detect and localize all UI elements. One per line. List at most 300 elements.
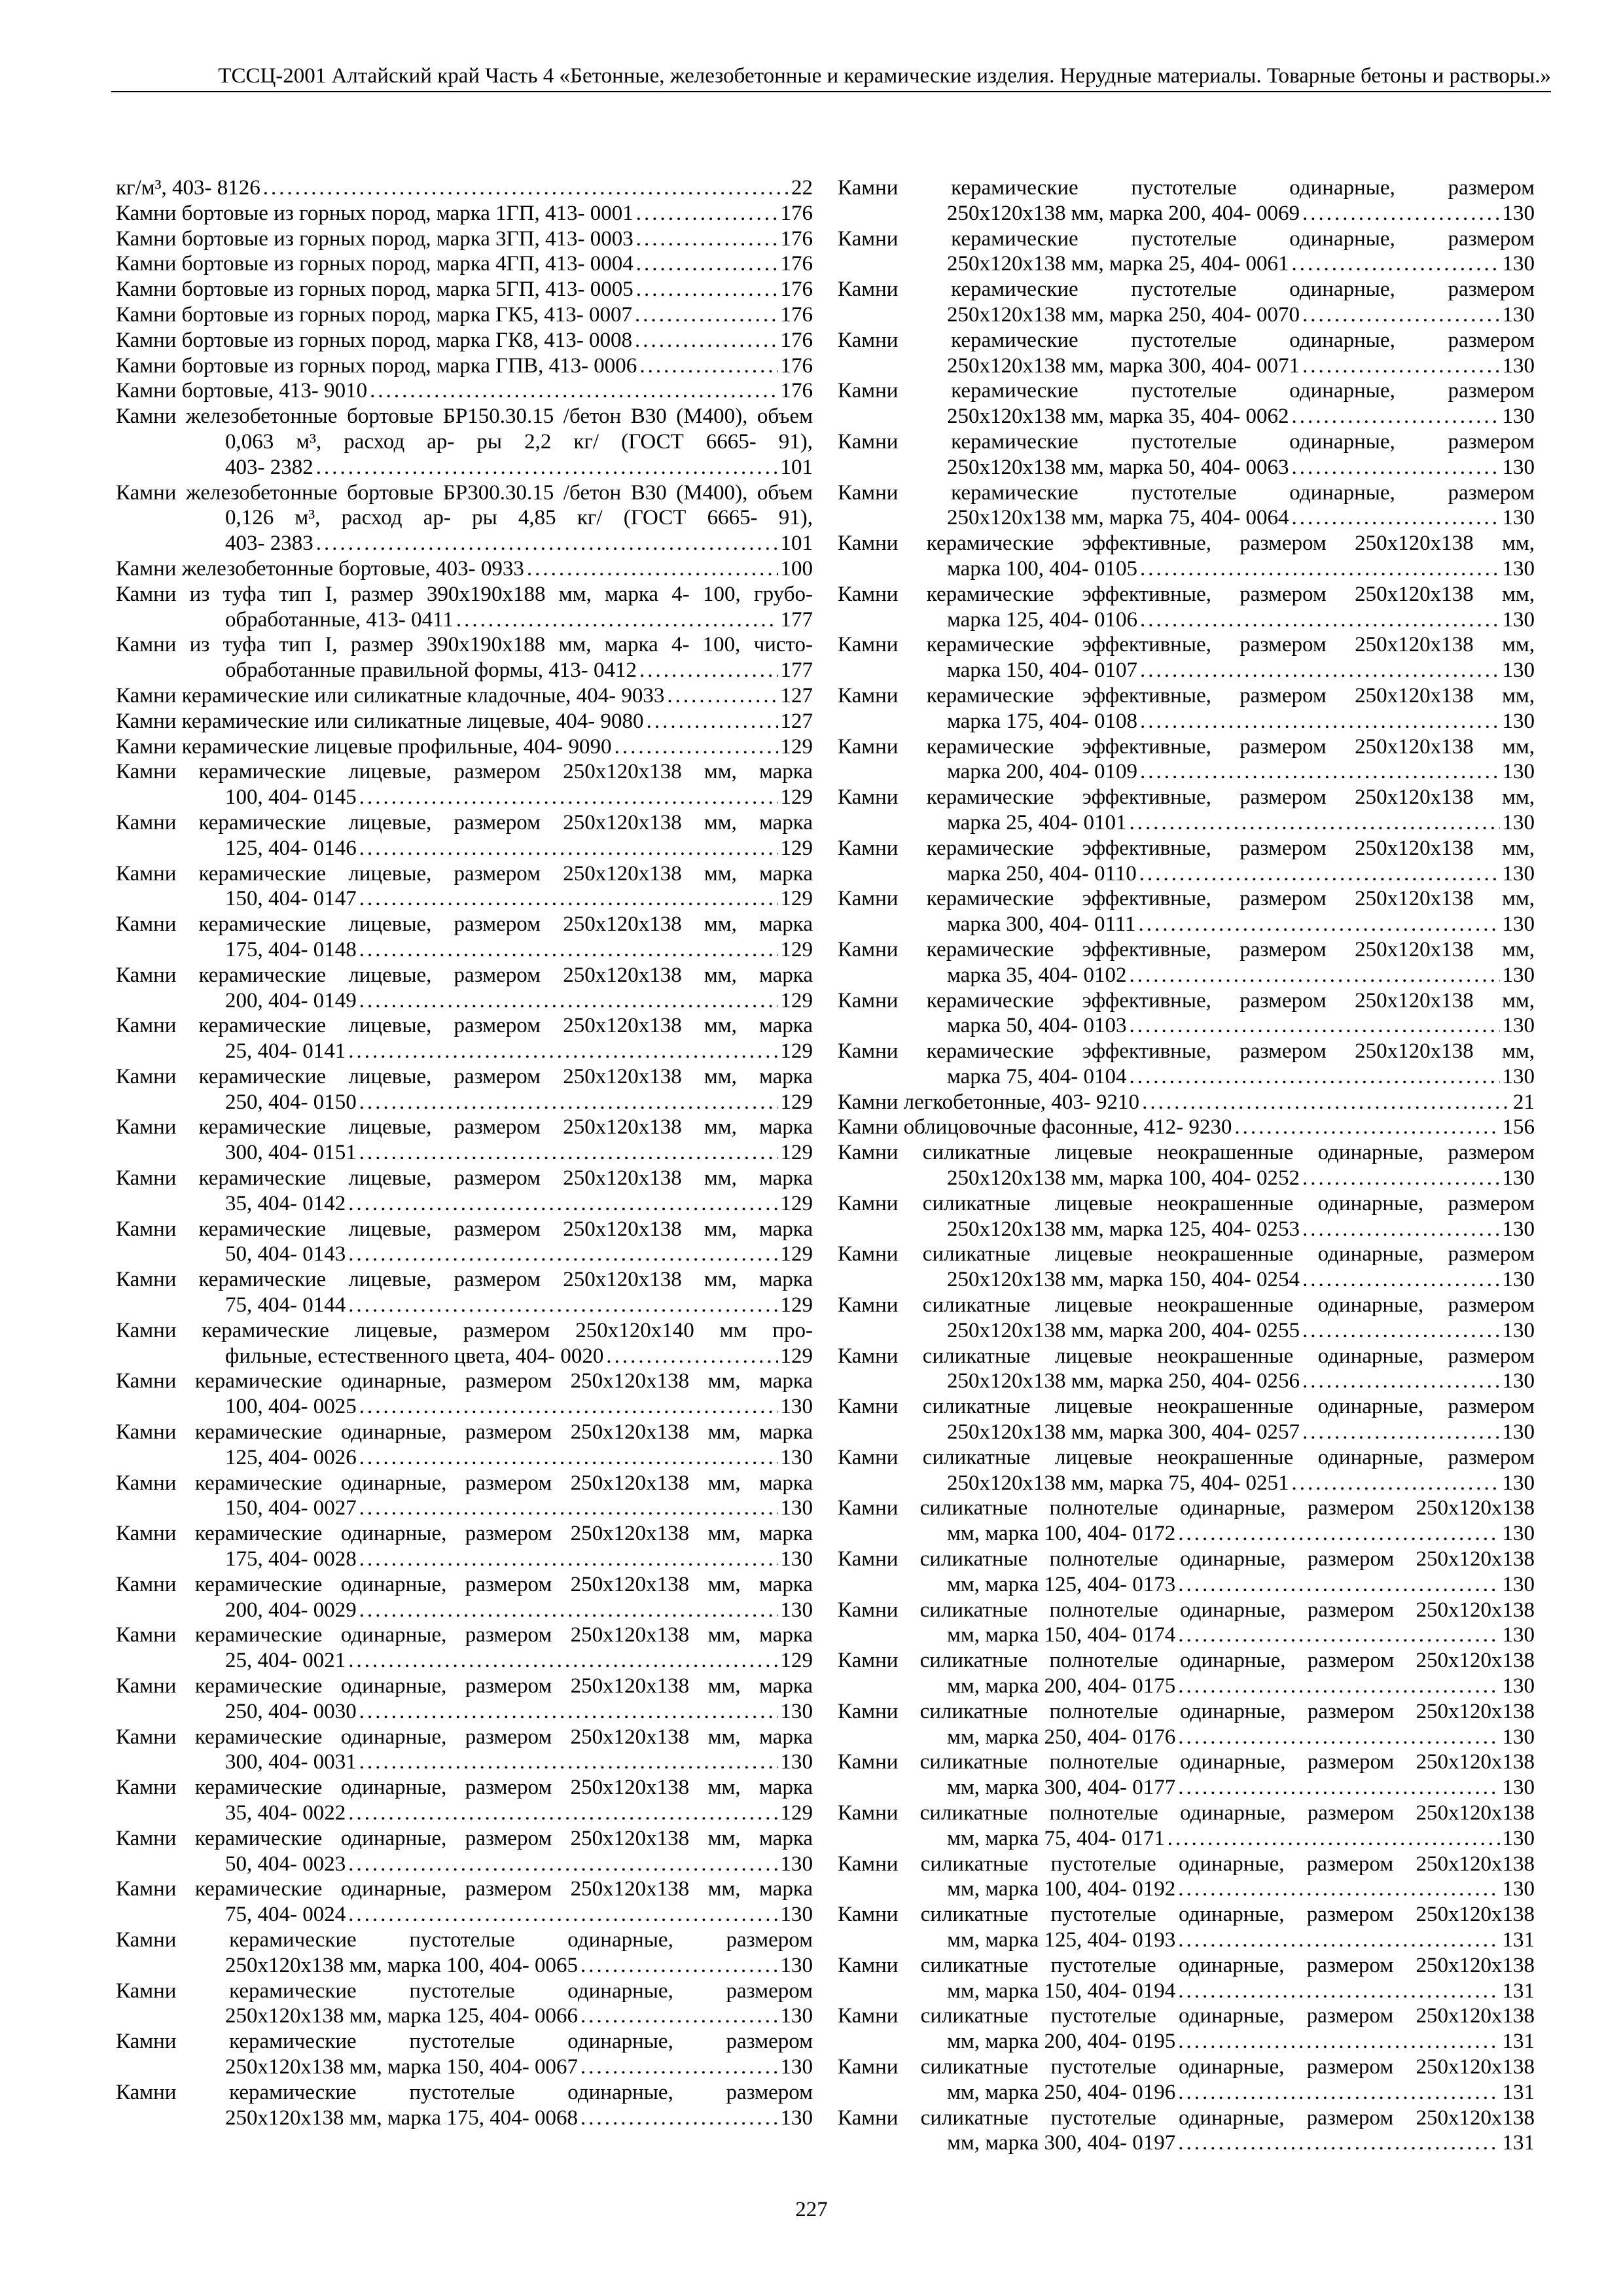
entry-last-line xyxy=(116,1039,813,1064)
entry-text: мм, марка 125, 404- 0173 xyxy=(947,1572,1176,1596)
entry-text: Камни бортовые из горных пород, марка 4ГП, 413- 0004 xyxy=(116,252,633,276)
entry-page-number: 127 xyxy=(780,709,813,733)
index-entry xyxy=(838,2106,1535,2157)
entry-text-line: Камни силикатные лицевые неокрашенные одинарные, размером xyxy=(838,1293,1535,1318)
entry-last-line xyxy=(116,175,813,201)
dot-leader xyxy=(348,1902,777,1928)
entry-text: 403- 2383 xyxy=(225,531,313,556)
dot-leader xyxy=(263,175,789,201)
entry-page-number: 130 xyxy=(1502,810,1535,834)
entry-page-number: 130 xyxy=(1502,353,1535,378)
entry-text: 75, 404- 0024 xyxy=(225,1903,346,1927)
dot-leader xyxy=(456,607,778,633)
entry-last-line xyxy=(838,1090,1535,1115)
dot-leader xyxy=(359,1090,778,1115)
dot-leader xyxy=(1292,251,1500,277)
entry-last-line xyxy=(838,1369,1535,1394)
index-entry xyxy=(838,175,1535,226)
index-entry xyxy=(838,1749,1535,1801)
index-column-right xyxy=(838,175,1535,2156)
dot-leader xyxy=(370,378,777,404)
entry-page-number: 101 xyxy=(780,455,813,479)
dot-leader xyxy=(1292,1471,1500,1496)
dot-leader xyxy=(1139,861,1500,887)
entry-last-line xyxy=(838,1521,1535,1547)
entry-page-number: 22 xyxy=(791,176,813,200)
entry-text-line: Камни керамические эффективные, размером 250x120x138 мм, xyxy=(838,633,1535,657)
entry-text: 200, 404- 0149 xyxy=(225,988,357,1013)
index-entry xyxy=(116,912,813,963)
entry-last-line xyxy=(116,1344,813,1369)
dot-leader xyxy=(316,455,778,480)
entry-page-number: 129 xyxy=(780,1141,813,1165)
entry-text-line: Камни силикатные пустотелые одинарные, размером 250x120x138 xyxy=(838,1953,1535,1977)
entry-page-number: 176 xyxy=(780,252,813,276)
entry-text-line: Камни керамические лицевые, размером 250x120x138 мм, марка xyxy=(116,1115,813,1139)
index-entry xyxy=(116,226,813,252)
index-entry xyxy=(116,556,813,582)
entry-text: Камни облицовочные фасонные, 412- 9230 xyxy=(838,1115,1232,1139)
entry-text: Камни керамические лицевые профильные, 404- 9090 xyxy=(116,734,612,759)
index-entry xyxy=(838,988,1535,1039)
entry-page-number: 129 xyxy=(780,937,813,961)
header-title: ТССЦ-2001 Алтайский край Часть 4 «Бетонные, железобетонные и керамические изделия. Нерудные материалы. Товарные бетоны и растворы.» xyxy=(218,64,1551,88)
index-entry xyxy=(116,201,813,226)
dot-leader xyxy=(1129,963,1499,988)
entry-page-number: 130 xyxy=(780,1953,813,1977)
entry-text-line: Камни керамические одинарные, размером 250x120x138 мм, марка xyxy=(116,1420,813,1444)
entry-last-line xyxy=(116,1293,813,1318)
entry-text: Камни бортовые из горных пород, марка 1ГП, 413- 0001 xyxy=(116,201,633,225)
entry-text-line: Камни керамические одинарные, размером 250x120x138 мм, марка xyxy=(116,1725,813,1749)
entry-text-line: Камни керамические пустотелые одинарные, размером xyxy=(838,176,1535,200)
entry-last-line xyxy=(838,455,1535,480)
entry-text-line: Камни силикатные лицевые неокрашенные одинарные, размером xyxy=(838,1191,1535,1215)
entry-text: марка 125, 404- 0106 xyxy=(947,607,1137,632)
index-entry xyxy=(116,963,813,1014)
dot-leader xyxy=(359,1598,778,1623)
entry-last-line xyxy=(116,353,813,379)
entry-text: 250x120x138 мм, марка 300, 404- 0257 xyxy=(947,1420,1300,1444)
entry-last-line xyxy=(116,1852,813,1877)
entry-page-number: 130 xyxy=(780,1699,813,1723)
entry-text: марка 150, 404- 0107 xyxy=(947,658,1137,683)
entry-text-line: Камни силикатные пустотелые одинарные, размером 250x120x138 xyxy=(838,1903,1535,1927)
entry-text: 250x120x138 мм, марка 100, 404- 0252 xyxy=(947,1166,1300,1191)
entry-text-line: Камни керамические эффективные, размером 250x120x138 мм, xyxy=(838,582,1535,606)
entry-last-line xyxy=(116,1598,813,1623)
entry-text: 100, 404- 0145 xyxy=(225,785,357,810)
entry-text-line: Камни силикатные полнотелые одинарные, размером 250x120x138 xyxy=(838,1750,1535,1774)
entry-last-line xyxy=(116,607,813,633)
entry-text: марка 50, 404- 0103 xyxy=(947,1014,1127,1038)
entry-last-line xyxy=(116,226,813,252)
entry-last-line xyxy=(838,505,1535,531)
entry-page-number: 130 xyxy=(1502,1674,1535,1698)
dot-leader xyxy=(1292,455,1500,480)
entry-last-line xyxy=(116,988,813,1014)
entry-text: мм, марка 125, 404- 0193 xyxy=(947,1928,1176,1952)
dot-leader xyxy=(1178,2080,1499,2106)
entry-text: Камни бортовые из горных пород, марка ГК5, 413- 0007 xyxy=(116,302,632,327)
entry-last-line xyxy=(838,1725,1535,1750)
entry-text: 250x120x138 мм, марка 35, 404- 0062 xyxy=(947,404,1289,429)
entry-text-line: Камни керамические одинарные, размером 250x120x138 мм, марка xyxy=(116,1369,813,1393)
entry-page-number: 130 xyxy=(1502,1217,1535,1241)
entry-text-line: Камни из туфа тип I, размер 390x190x188 мм, марка 4- 100, грубо- xyxy=(116,582,813,606)
entry-text: Камни железобетонные бортовые, 403- 0933 xyxy=(116,556,524,581)
entry-page-number: 130 xyxy=(780,1445,813,1469)
entry-text-line: Камни керамические лицевые, размером 250x120x138 мм, марка xyxy=(116,1064,813,1088)
dot-leader xyxy=(580,2106,778,2131)
entry-page-number: 130 xyxy=(1502,1318,1535,1342)
entry-text: мм, марка 200, 404- 0175 xyxy=(947,1674,1176,1698)
entry-text-line: Камни керамические одинарные, размером 250x120x138 мм, марка xyxy=(116,1572,813,1596)
dot-leader xyxy=(639,658,778,683)
entry-last-line xyxy=(838,1267,1535,1293)
index-entry xyxy=(838,734,1535,785)
entry-text-line: Камни керамические одинарные, размером 250x120x138 мм, марка xyxy=(116,1674,813,1698)
entry-page-number: 176 xyxy=(780,201,813,225)
dot-leader xyxy=(636,251,778,277)
entry-page-number: 130 xyxy=(780,1852,813,1876)
entry-page-number: 131 xyxy=(1502,2131,1535,2155)
entry-text-line: Камни керамические эффективные, размером 250x120x138 мм, xyxy=(838,988,1535,1013)
entry-page-number: 176 xyxy=(780,278,813,302)
index-entry xyxy=(116,2029,813,2080)
dot-leader xyxy=(527,556,778,582)
entry-page-number: 156 xyxy=(1502,1115,1535,1139)
dot-leader xyxy=(348,1293,777,1318)
dot-leader xyxy=(1129,1013,1499,1039)
entry-text: 175, 404- 0028 xyxy=(225,1547,357,1571)
entry-text-line: Камни из туфа тип I, размер 390x190x188 мм, марка 4- 100, чисто- xyxy=(116,633,813,657)
entry-last-line xyxy=(838,1928,1535,1953)
entry-text: мм, марка 250, 404- 0176 xyxy=(947,1725,1176,1749)
entry-text-line: Камни керамические эффективные, размером 250x120x138 мм, xyxy=(838,836,1535,860)
index-entry xyxy=(116,1166,813,1217)
dot-leader xyxy=(636,277,778,302)
dot-leader xyxy=(1178,1928,1499,1953)
dot-leader xyxy=(615,734,778,760)
entry-text: марка 250, 404- 0110 xyxy=(947,861,1137,886)
entry-last-line xyxy=(116,1953,813,1979)
index-entry xyxy=(838,1191,1535,1242)
entry-page-number: 130 xyxy=(1502,1420,1535,1444)
entry-last-line xyxy=(116,937,813,963)
page-number: 227 xyxy=(795,2198,828,2221)
index-entry xyxy=(838,2054,1535,2106)
entry-text: Камни керамические или силикатные лицевые, 404- 9080 xyxy=(116,709,644,733)
index-entry xyxy=(116,353,813,379)
index-entry xyxy=(838,1344,1535,1395)
entry-text: марка 200, 404- 0109 xyxy=(947,760,1137,784)
entry-last-line xyxy=(116,1496,813,1521)
entry-page-number: 130 xyxy=(1502,1064,1535,1088)
entry-page-number: 129 xyxy=(780,988,813,1013)
entry-page-number: 130 xyxy=(780,1598,813,1622)
entry-text: 403- 2382 xyxy=(225,455,313,479)
dot-leader xyxy=(1302,1318,1500,1344)
entry-text: 250x120x138 мм, марка 25, 404- 0061 xyxy=(947,252,1289,276)
dot-leader xyxy=(359,1496,778,1521)
dot-leader xyxy=(348,1648,777,1674)
entry-text: мм, марка 300, 404- 0177 xyxy=(947,1776,1176,1800)
entry-last-line xyxy=(116,251,813,277)
index-entry xyxy=(116,328,813,353)
entry-text: 300, 404- 0031 xyxy=(225,1750,357,1774)
entry-page-number: 127 xyxy=(780,683,813,708)
dot-leader xyxy=(1142,1090,1510,1115)
index-entry xyxy=(838,582,1535,633)
entry-text: 250x120x138 мм, марка 75, 404- 0251 xyxy=(947,1471,1289,1495)
running-header xyxy=(111,62,1551,92)
entry-last-line xyxy=(838,353,1535,379)
dot-leader xyxy=(1178,1876,1499,1902)
index-entry xyxy=(838,1394,1535,1445)
entry-page-number: 130 xyxy=(1502,1623,1535,1647)
entry-last-line xyxy=(838,556,1535,582)
dot-leader xyxy=(348,1801,777,1826)
entry-text-line: Камни керамические одинарные, размером 250x120x138 мм, марка xyxy=(116,1522,813,1546)
entry-last-line xyxy=(116,302,813,328)
entry-last-line xyxy=(838,1979,1535,2004)
entry-page-number: 130 xyxy=(1502,556,1535,581)
entry-page-number: 129 xyxy=(780,1039,813,1064)
entry-page-number: 130 xyxy=(1502,658,1535,683)
dot-leader xyxy=(580,2054,778,2080)
entry-last-line xyxy=(838,251,1535,277)
entry-text-line: Камни силикатные полнотелые одинарные, размером 250x120x138 xyxy=(838,1547,1535,1571)
dot-leader xyxy=(359,1140,778,1166)
index-entry xyxy=(116,582,813,633)
entry-page-number: 130 xyxy=(1502,1725,1535,1749)
index-entry xyxy=(838,1140,1535,1191)
index-entry xyxy=(838,378,1535,429)
index-entry xyxy=(838,1090,1535,1115)
entry-page-number: 130 xyxy=(1502,861,1535,886)
entry-text: 250x120x138 мм, марка 250, 404- 0256 xyxy=(947,1369,1300,1393)
entry-last-line xyxy=(838,2029,1535,2054)
entry-text-line: Камни керамические одинарные, размером 250x120x138 мм, марка xyxy=(116,1877,813,1901)
entry-page-number: 176 xyxy=(780,328,813,352)
index-entry xyxy=(116,1674,813,1725)
entry-page-number: 130 xyxy=(1502,1166,1535,1191)
dot-leader xyxy=(1302,302,1500,328)
index-entry xyxy=(116,1115,813,1166)
index-entry xyxy=(838,1902,1535,1953)
entry-last-line xyxy=(838,2080,1535,2106)
dot-leader xyxy=(359,1699,778,1725)
dot-leader xyxy=(1178,1725,1499,1750)
dot-leader xyxy=(359,937,778,963)
entry-page-number: 130 xyxy=(1502,506,1535,530)
dot-leader xyxy=(1292,404,1500,429)
dot-leader xyxy=(1140,607,1500,633)
index-entry xyxy=(116,1623,813,1674)
index-entry xyxy=(116,632,813,683)
entry-page-number: 130 xyxy=(1502,709,1535,733)
entry-page-number: 176 xyxy=(780,379,813,403)
dot-leader xyxy=(1140,709,1500,734)
index-entry xyxy=(838,1598,1535,1649)
entry-text: мм, марка 250, 404- 0196 xyxy=(947,2080,1176,2104)
entry-text-line: Камни силикатные полнотелые одинарные, размером 250x120x138 xyxy=(838,1598,1535,1622)
entry-page-number: 129 xyxy=(780,836,813,860)
entry-text: Камни керамические или силикатные кладочные, 404- 9033 xyxy=(116,683,665,708)
entry-last-line xyxy=(838,1572,1535,1598)
entry-last-line xyxy=(116,1648,813,1674)
entry-last-line xyxy=(838,1217,1535,1242)
entry-text: 250x120x138 мм, марка 150, 404- 0067 xyxy=(225,2054,578,2079)
entry-page-number: 131 xyxy=(1502,2080,1535,2104)
entry-text-line: Камни керамические пустотелые одинарные, размером xyxy=(838,278,1535,302)
dot-leader xyxy=(1302,1166,1500,1191)
index-entry xyxy=(838,937,1535,988)
entry-text: 250x120x138 мм, марка 175, 404- 0068 xyxy=(225,2106,578,2130)
entry-last-line xyxy=(838,759,1535,785)
entry-text: 250x120x138 мм, марка 200, 404- 0069 xyxy=(947,201,1300,225)
entry-text: мм, марка 150, 404- 0194 xyxy=(947,1979,1176,2003)
dot-leader xyxy=(606,1344,777,1369)
entry-text-line: Камни керамические пустотелые одинарные, размером xyxy=(116,2080,813,2104)
index-entry xyxy=(116,404,813,480)
index-entry xyxy=(838,1039,1535,1090)
index-entry xyxy=(838,1953,1535,2004)
entry-page-number: 130 xyxy=(780,1903,813,1927)
index-entry xyxy=(116,1826,813,1877)
entry-text-line: Камни железобетонные бортовые БР150.30.15 /бетон В30 (М400), объем 0,063 м³, расход ар- ры 2,2 кг/ (ГОСТ 6665- 91), xyxy=(116,404,813,454)
entry-text-line: Камни силикатные пустотелые одинарные, размером 250x120x138 xyxy=(838,2054,1535,2079)
entry-last-line xyxy=(116,277,813,302)
dot-leader xyxy=(348,1242,777,1267)
entry-page-number: 130 xyxy=(1502,963,1535,987)
entry-last-line xyxy=(838,963,1535,988)
entry-text: 125, 404- 0146 xyxy=(225,836,357,860)
entry-text-line: Камни силикатные лицевые неокрашенные одинарные, размером xyxy=(838,1242,1535,1266)
index-entry xyxy=(838,531,1535,582)
dot-leader xyxy=(359,886,778,912)
entry-page-number: 177 xyxy=(780,607,813,632)
entry-page-number: 130 xyxy=(780,2106,813,2130)
entry-last-line xyxy=(838,1115,1535,1140)
entry-text: 75, 404- 0144 xyxy=(225,1293,346,1318)
entry-text: фильные, естественного цвета, 404- 0020 xyxy=(225,1344,604,1368)
entry-text: 250x120x138 мм, марка 75, 404- 0064 xyxy=(947,506,1289,530)
dot-leader xyxy=(647,709,778,734)
index-entry xyxy=(116,1876,813,1928)
entry-last-line xyxy=(838,302,1535,328)
entry-page-number: 129 xyxy=(780,887,813,911)
entry-page-number: 131 xyxy=(1502,2030,1535,2054)
entry-text: марка 175, 404- 0108 xyxy=(947,709,1137,733)
entry-text: мм, марка 150, 404- 0174 xyxy=(947,1623,1176,1647)
index-entry xyxy=(838,886,1535,937)
dot-leader xyxy=(1178,1623,1499,1648)
index-entry xyxy=(116,683,813,709)
dot-leader xyxy=(348,1039,777,1064)
entry-text-line: Камни железобетонные бортовые БР300.30.15 /бетон В30 (М400), объем 0,126 м³, расход ар- ры 4,85 кг/ (ГОСТ 6665- 91), xyxy=(116,480,813,530)
dot-leader xyxy=(635,302,778,328)
dot-leader xyxy=(1140,556,1500,582)
entry-text-line: Камни керамические лицевые, размером 250x120x138 мм, марка xyxy=(116,912,813,937)
index-entry xyxy=(838,1547,1535,1598)
index-entry xyxy=(838,480,1535,531)
dot-leader xyxy=(1178,1572,1499,1598)
entry-text-line: Камни керамические пустотелые одинарные, размером xyxy=(838,379,1535,403)
entry-text-line: Камни керамические эффективные, размером 250x120x138 мм, xyxy=(838,937,1535,961)
dot-leader xyxy=(316,531,778,556)
dot-leader xyxy=(348,1852,777,1877)
entry-page-number: 130 xyxy=(780,1547,813,1571)
entry-text-line: Камни керамические лицевые, размером 250x120x140 мм про- xyxy=(116,1318,813,1342)
entry-page-number: 130 xyxy=(1502,1572,1535,1596)
entry-last-line xyxy=(838,658,1535,683)
dot-leader xyxy=(1302,201,1500,226)
entry-text-line: Камни керамические пустотелые одинарные, размером xyxy=(838,226,1535,251)
entry-page-number: 130 xyxy=(780,2054,813,2079)
entry-page-number: 130 xyxy=(1502,455,1535,479)
dot-leader xyxy=(1178,1979,1499,2004)
entry-page-number: 130 xyxy=(780,1395,813,1419)
entry-text: 150, 404- 0027 xyxy=(225,1496,357,1520)
entry-text-line: Камни силикатные пустотелые одинарные, размером 250x120x138 xyxy=(838,1852,1535,1876)
index-entry xyxy=(116,1572,813,1623)
entry-last-line xyxy=(838,912,1535,937)
entry-text: марка 100, 404- 0105 xyxy=(947,556,1137,581)
index-entry xyxy=(116,759,813,810)
entry-text-line: Камни керамические одинарные, размером 250x120x138 мм, марка xyxy=(116,1826,813,1850)
dot-leader xyxy=(359,836,778,861)
entry-page-number: 100 xyxy=(780,556,813,581)
entry-last-line xyxy=(116,2054,813,2080)
index-entry xyxy=(116,378,813,404)
index-entry xyxy=(116,709,813,734)
entry-text-line: Камни керамические пустотелые одинарные, размером xyxy=(116,2030,813,2054)
entry-last-line xyxy=(116,556,813,582)
entry-text-line: Камни силикатные лицевые неокрашенные одинарные, размером xyxy=(838,1344,1535,1368)
dot-leader xyxy=(359,1394,778,1420)
entry-last-line xyxy=(838,607,1535,633)
entry-last-line xyxy=(838,1471,1535,1496)
entry-page-number: 130 xyxy=(1502,404,1535,429)
entry-last-line xyxy=(116,1090,813,1115)
index-entry xyxy=(838,1699,1535,1750)
entry-last-line xyxy=(838,1826,1535,1852)
entry-text-line: Камни керамические лицевые, размером 250x120x138 мм, марка xyxy=(116,1166,813,1191)
index-entry xyxy=(116,861,813,912)
entry-last-line xyxy=(116,328,813,353)
entry-text-line: Камни керамические лицевые, размером 250x120x138 мм, марка xyxy=(116,760,813,784)
entry-page-number: 130 xyxy=(1502,1522,1535,1546)
index-entry xyxy=(116,2080,813,2131)
entry-text-line: Камни керамические лицевые, размером 250x120x138 мм, марка xyxy=(116,1268,813,1292)
index-entry xyxy=(116,734,813,760)
entry-text: марка 25, 404- 0101 xyxy=(947,810,1127,834)
entry-text: 250x120x138 мм, марка 300, 404- 0071 xyxy=(947,353,1300,378)
entry-page-number: 130 xyxy=(780,1496,813,1520)
dot-leader xyxy=(1140,658,1500,683)
index-entry xyxy=(838,785,1535,836)
index-entry xyxy=(116,1318,813,1369)
entry-page-number: 130 xyxy=(1502,1877,1535,1901)
entry-page-number: 176 xyxy=(780,353,813,378)
entry-last-line xyxy=(116,734,813,760)
dot-leader xyxy=(1178,1775,1499,1801)
entry-last-line xyxy=(116,2003,813,2029)
index-entry xyxy=(838,1852,1535,1903)
entry-text: мм, марка 100, 404- 0192 xyxy=(947,1877,1176,1901)
